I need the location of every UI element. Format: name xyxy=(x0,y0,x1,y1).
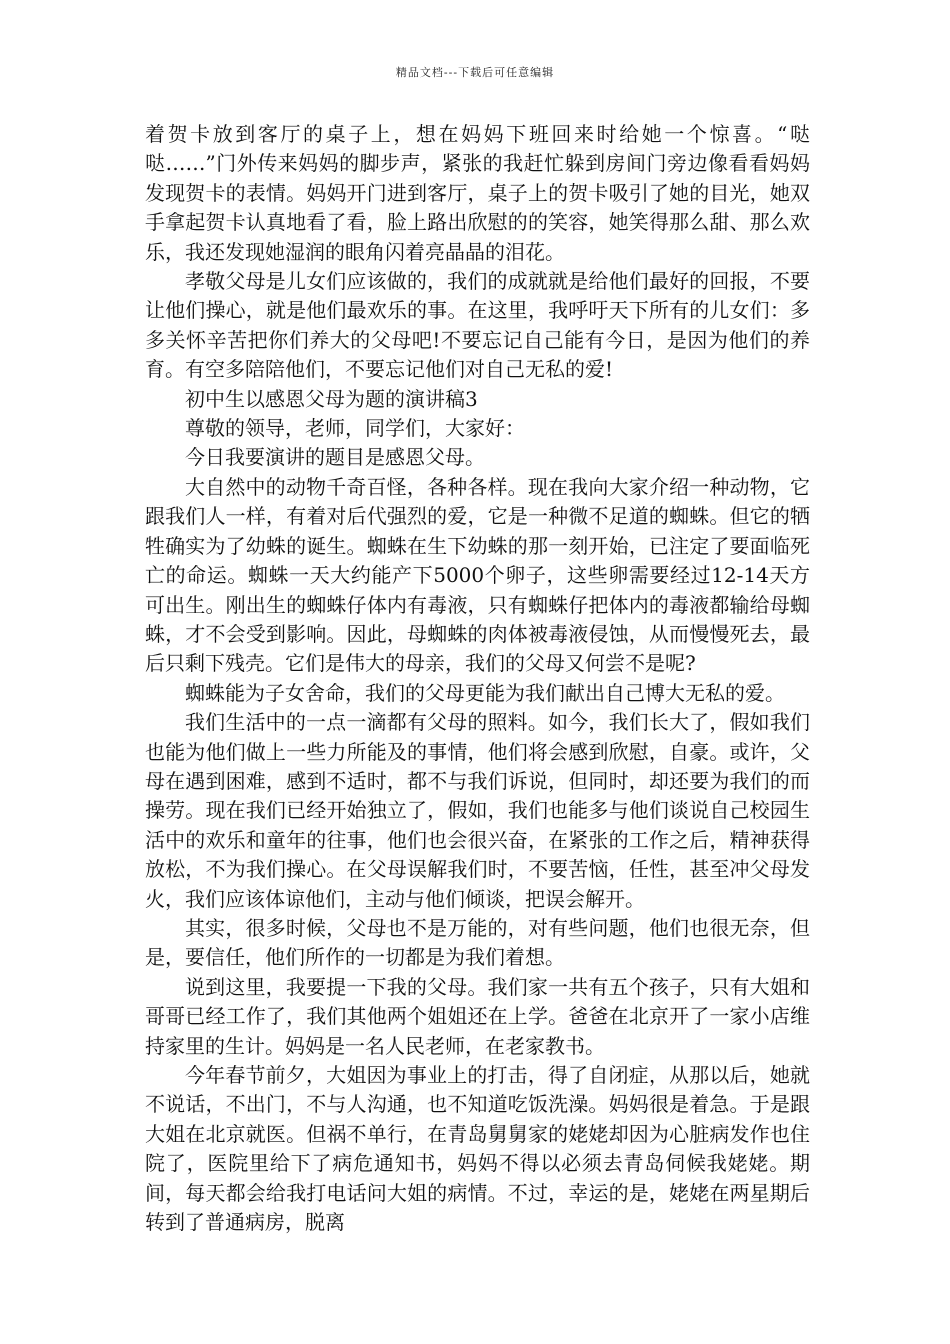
paragraph-sacrifice: 蜘蛛能为子女舍命，我们的父母更能为我们献出自己博大无私的爱。 xyxy=(185,680,785,705)
paragraph-1: 着贺卡放到客厅的桌子上，想在妈妈下班回来时给她一个惊喜。“哒哒……”门外传来妈妈的脚步声，紧张的我赶忙躲到房间门旁边像看看妈妈发现贺卡的表情。妈妈开门进到客厅，桌子上的贺卡吸引了她的目光，她双手拿起贺卡认真地看了看，脸上路出欣慰的的笑容，她笑得那么甜、那么欢乐，我还发现她湿润的眼角闪着亮晶晶的泪花。 xyxy=(145,122,810,264)
greeting: 尊敬的领导，老师，同学们，大家好： xyxy=(185,416,525,441)
paragraph-family: 说到这里，我要提一下我的父母。我们家一共有五个孩子，只有大姐和哥哥已经工作了，我们其他两个姐姐还在上学。爸爸在北京开了一家小店维持家里的生计。妈妈是一名人民老师，在老家教书。 xyxy=(145,974,810,1058)
paragraph-spring-festival: 今年春节前夕，大姐因为事业上的打击，得了自闭症，从那以后，她就不说话，不出门，不与人沟通，也不知道吃饭洗澡。妈妈很是着急。于是跟大姐在北京就医。但祸不单行，在青岛舅舅家的姥姥却因为心脏病发作也住院了，医院里给下了病危通知书，妈妈不得以必须去青岛伺候我姥姥。期间，每天都会给我打电话问大姐的病情。不过，幸运的是，姥姥在两星期后转到了普通病房，脱离 xyxy=(145,1063,810,1235)
page-header: 精品文档---下载后可任意编辑 xyxy=(395,66,555,79)
section-title: 初中生以感恩父母为题的演讲稿3 xyxy=(185,386,478,411)
paragraph-spider: 大自然中的动物千奇百怪，各种各样。现在我向大家介绍一种动物，它跟我们人一样，有着对后代强烈的爱，它是一种微不足道的蜘蛛。但它的牺牲确实为了幼蛛的诞生。蜘蛛在生下幼蛛的那一刻开始，已注定了要面临死亡的命运。蜘蛛一天大约能产下5000个卵子，这些卵需要经过12-14天方可出生。刚出生的蜘蛛仔体内有毒液，只有蜘蛛仔把体内的毒液都输给母蜘蛛，才不会受到影响。因此，母蜘蛛的肉体被毒液侵蚀，从而慢慢死去，最后只剩下残壳。它们是伟大的母亲，我们的父母又何尝不是呢? xyxy=(145,474,810,676)
paragraph-daily-life: 我们生活中的一点一滴都有父母的照料。如今，我们长大了，假如我们也能为他们做上一些力所能及的事情，他们将会感到欣慰，自豪。或许，父母在遇到困难，感到不适时，都不与我们诉说，但同时，却还要为我们的而操劳。现在我们已经开始独立了，假如，我们也能多与他们谈说自己校园生活中的欢乐和童年的往事，他们也会很兴奋，在紧张的工作之后，精神获得放松，不为我们操心。在父母误解我们时，不要苦恼，任性，甚至冲父母发火，我们应该体谅他们，主动与他们倾谈，把误会解开。 xyxy=(145,710,810,911)
paragraph-trust: 其实，很多时候，父母也不是万能的，对有些问题，他们也很无奈，但是，要信任，他们所作的一切都是为我们着想。 xyxy=(145,915,810,970)
paragraph-2: 孝敬父母是儿女们应该做的，我们的成就就是给他们最好的回报，不要让他们操心，就是他们最欢乐的事。在这里，我呼吁天下所有的儿女们：多多关怀辛苦把你们养大的父母吧!不要忘记自己能有今日，是因为他们的养育。有空多陪陪他们，不要忘记他们对自己无私的爱! xyxy=(145,269,810,382)
speech-topic: 今日我要演讲的题目是感恩父母。 xyxy=(185,445,485,470)
document-body xyxy=(145,120,810,1240)
